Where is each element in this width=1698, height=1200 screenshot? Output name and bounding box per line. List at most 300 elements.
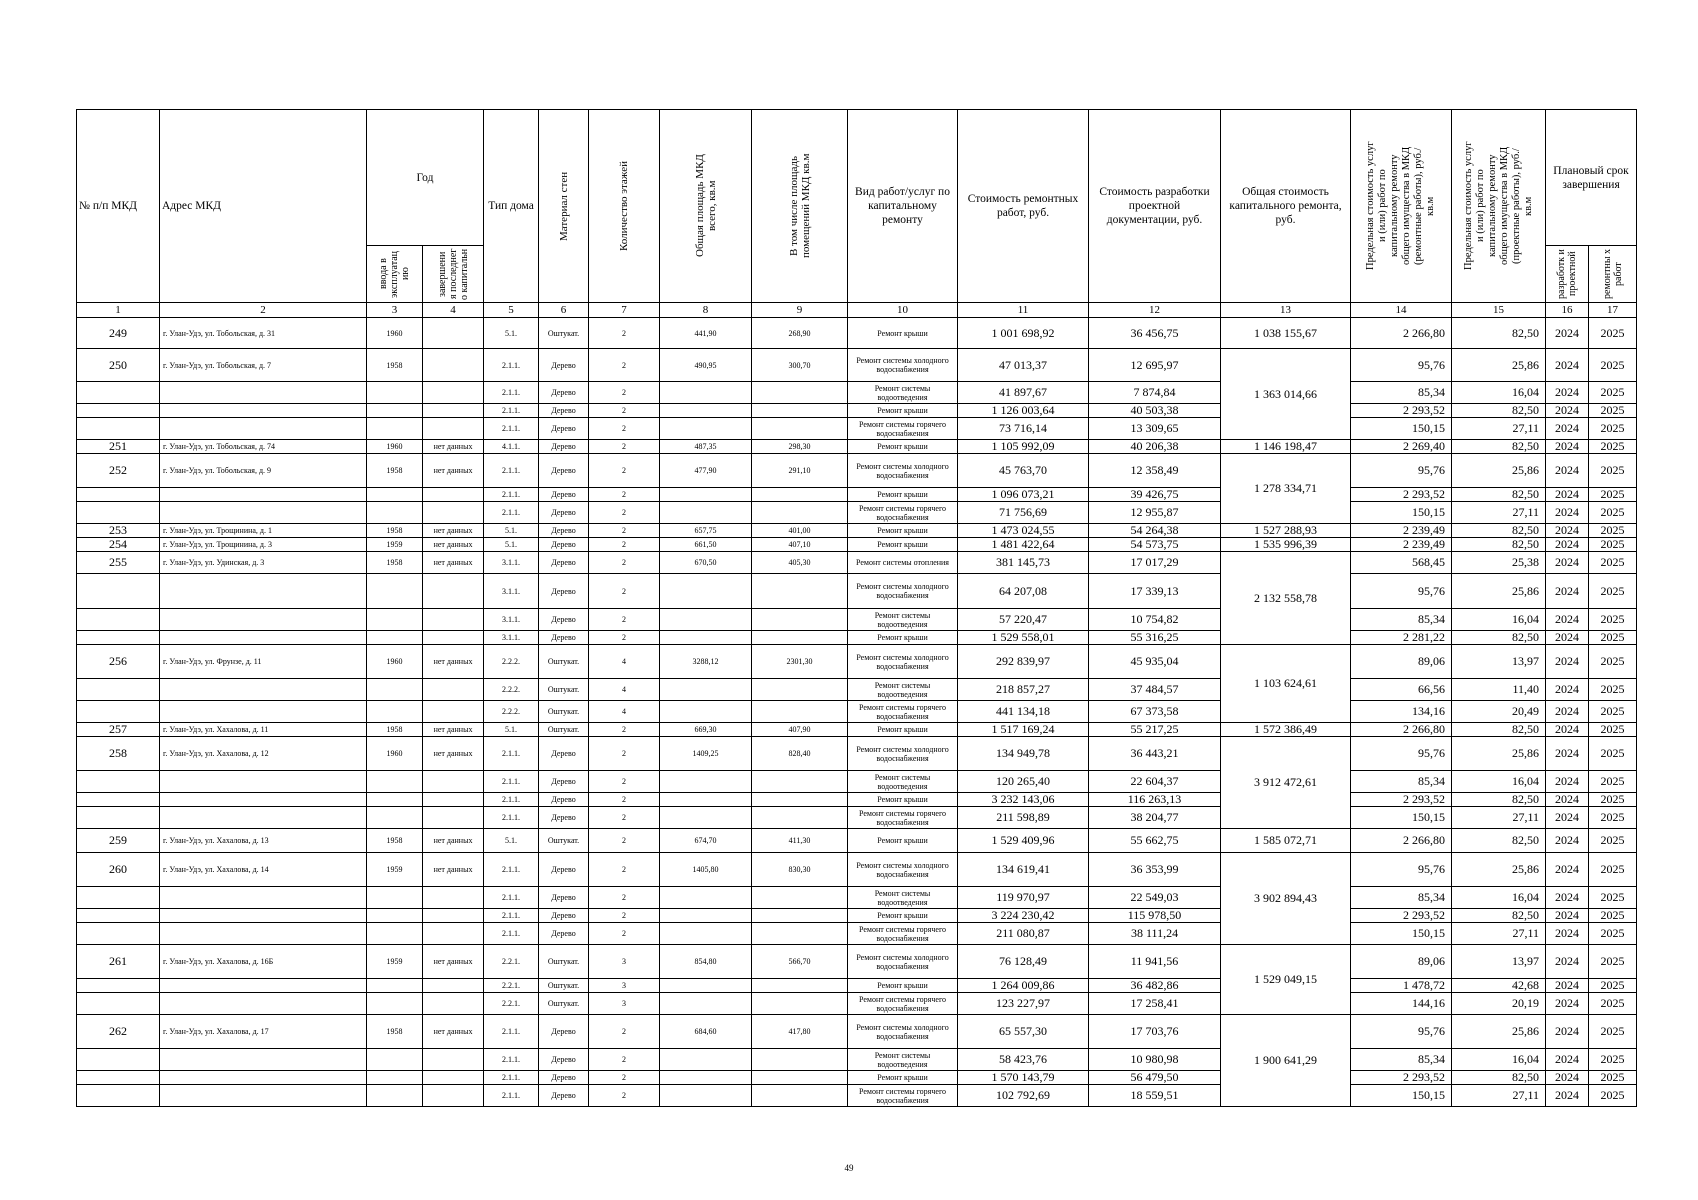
row-premises-area <box>752 404 848 418</box>
row-floors: 2 <box>589 609 660 631</box>
row-design-cost: 37 484,57 <box>1089 679 1221 701</box>
row-address <box>160 793 367 807</box>
row-plan-design: 2024 <box>1546 488 1589 502</box>
row-limit-design: 25,86 <box>1452 349 1546 382</box>
column-number: 4 <box>423 303 484 318</box>
row-year-commission <box>367 1071 423 1085</box>
row-address: г. Улан-Удэ, ул. Тобольская, д. 74 <box>160 440 367 454</box>
row-year-last-repair: нет данных <box>423 723 484 737</box>
row-work-type: Ремонт системы холодного водоснабжения <box>848 645 958 679</box>
row-premises-area <box>752 1049 848 1071</box>
row-plan-design: 2024 <box>1546 1015 1589 1049</box>
row-work-type: Ремонт системы горячего водоснабжения <box>848 701 958 723</box>
row-premises-area <box>752 923 848 945</box>
row-limit-repair: 89,06 <box>1351 645 1452 679</box>
row-work-type: Ремонт системы водоотведения <box>848 1049 958 1071</box>
row-number <box>77 771 160 793</box>
row-floors: 3 <box>589 979 660 993</box>
row-design-cost: 13 309,65 <box>1089 418 1221 440</box>
row-premises-area <box>752 502 848 524</box>
row-plan-design: 2024 <box>1546 631 1589 645</box>
row-plan-repair: 2025 <box>1589 701 1637 723</box>
header-wall-material <box>539 110 589 303</box>
row-wall-material: Оштукат. <box>539 979 589 993</box>
row-total-cost: 1 103 624,61 <box>1221 645 1351 723</box>
row-total-area: 441,90 <box>660 318 752 349</box>
row-floors: 2 <box>589 574 660 609</box>
row-address <box>160 979 367 993</box>
row-plan-repair: 2025 <box>1589 454 1637 488</box>
row-wall-material: Оштукат. <box>539 723 589 737</box>
table-row <box>77 909 1637 923</box>
row-year-last-repair <box>423 1085 484 1107</box>
row-number: 253 <box>77 524 160 538</box>
row-wall-material: Оштукат. <box>539 829 589 853</box>
row-year-last-repair: нет данных <box>423 440 484 454</box>
row-floors: 2 <box>589 454 660 488</box>
row-design-cost: 54 573,75 <box>1089 538 1221 552</box>
row-work-type: Ремонт системы холодного водоснабжения <box>848 737 958 771</box>
row-plan-repair: 2025 <box>1589 1085 1637 1107</box>
row-repair-cost: 76 128,49 <box>958 945 1089 979</box>
row-total-area: 684,60 <box>660 1015 752 1049</box>
row-address <box>160 679 367 701</box>
row-house-type: 2.1.1. <box>484 1015 539 1049</box>
row-year-last-repair <box>423 979 484 993</box>
row-work-type: Ремонт крыши <box>848 909 958 923</box>
row-house-type: 3.1.1. <box>484 631 539 645</box>
row-address: г. Улан-Удэ, ул. Тобольская, д. 7 <box>160 349 367 382</box>
row-year-commission <box>367 979 423 993</box>
row-year-commission: 1958 <box>367 454 423 488</box>
row-wall-material: Дерево <box>539 1015 589 1049</box>
row-floors: 2 <box>589 793 660 807</box>
row-year-last-repair <box>423 1049 484 1071</box>
row-year-last-repair <box>423 771 484 793</box>
row-year-last-repair <box>423 793 484 807</box>
column-number: 16 <box>1546 303 1589 318</box>
row-premises-area <box>752 887 848 909</box>
row-address <box>160 923 367 945</box>
row-work-type: Ремонт крыши <box>848 1071 958 1085</box>
column-number: 7 <box>589 303 660 318</box>
row-plan-design: 2024 <box>1546 552 1589 574</box>
row-plan-repair: 2025 <box>1589 645 1637 679</box>
row-limit-repair: 85,34 <box>1351 1049 1452 1071</box>
row-total-cost: 1 585 072,71 <box>1221 829 1351 853</box>
row-repair-cost: 1 001 698,92 <box>958 318 1089 349</box>
row-plan-repair: 2025 <box>1589 318 1637 349</box>
row-plan-repair: 2025 <box>1589 488 1637 502</box>
row-house-type: 2.1.1. <box>484 909 539 923</box>
row-number: 261 <box>77 945 160 979</box>
row-wall-material: Дерево <box>539 454 589 488</box>
row-premises-area: 411,30 <box>752 829 848 853</box>
row-limit-design: 82,50 <box>1452 829 1546 853</box>
row-limit-repair: 2 266,80 <box>1351 318 1452 349</box>
row-plan-repair: 2025 <box>1589 440 1637 454</box>
header-year-last-repair-text: завершени я последнег о капитальн <box>436 248 470 300</box>
row-limit-design: 20,19 <box>1452 993 1546 1015</box>
row-premises-area <box>752 1071 848 1085</box>
row-year-last-repair <box>423 318 484 349</box>
table-row <box>77 488 1637 502</box>
header-plan-repair-text: ремонтны х работ <box>1601 248 1624 300</box>
row-premises-area: 566,70 <box>752 945 848 979</box>
row-repair-cost: 381 145,73 <box>958 552 1089 574</box>
column-number: 14 <box>1351 303 1452 318</box>
row-number <box>77 807 160 829</box>
row-premises-area: 407,10 <box>752 538 848 552</box>
row-address: г. Улан-Удэ, ул. Хахалова, д. 13 <box>160 829 367 853</box>
row-number <box>77 574 160 609</box>
row-year-last-repair: нет данных <box>423 853 484 887</box>
table-row <box>77 609 1637 631</box>
row-year-last-repair: нет данных <box>423 552 484 574</box>
row-limit-repair: 95,76 <box>1351 574 1452 609</box>
row-limit-design: 82,50 <box>1452 404 1546 418</box>
row-wall-material: Дерево <box>539 488 589 502</box>
row-total-cost: 1 146 198,47 <box>1221 440 1351 454</box>
column-number: 15 <box>1452 303 1546 318</box>
table-row <box>77 945 1637 979</box>
row-floors: 2 <box>589 488 660 502</box>
row-wall-material: Оштукат. <box>539 645 589 679</box>
row-plan-design: 2024 <box>1546 793 1589 807</box>
row-wall-material: Дерево <box>539 1071 589 1085</box>
row-floors: 2 <box>589 404 660 418</box>
row-repair-cost: 120 265,40 <box>958 771 1089 793</box>
row-premises-area: 291,10 <box>752 454 848 488</box>
header-year-last-repair <box>423 246 484 303</box>
row-year-commission <box>367 488 423 502</box>
page-number: 49 <box>844 1163 854 1173</box>
row-total-area: 661,50 <box>660 538 752 552</box>
row-address <box>160 1071 367 1085</box>
row-design-cost: 12 955,87 <box>1089 502 1221 524</box>
row-work-type: Ремонт системы горячего водоснабжения <box>848 807 958 829</box>
row-plan-design: 2024 <box>1546 382 1589 404</box>
row-number: 254 <box>77 538 160 552</box>
row-limit-design: 82,50 <box>1452 318 1546 349</box>
table-row <box>77 454 1637 488</box>
row-design-cost: 12 695,97 <box>1089 349 1221 382</box>
table-row <box>77 1071 1637 1085</box>
row-floors: 2 <box>589 723 660 737</box>
row-plan-design: 2024 <box>1546 645 1589 679</box>
row-year-commission <box>367 609 423 631</box>
row-total-area <box>660 1049 752 1071</box>
header-year-commission <box>367 246 423 303</box>
row-year-last-repair <box>423 404 484 418</box>
row-total-cost: 1 572 386,49 <box>1221 723 1351 737</box>
table-row <box>77 318 1637 349</box>
row-year-commission: 1960 <box>367 440 423 454</box>
row-house-type: 2.1.1. <box>484 488 539 502</box>
row-year-last-repair <box>423 631 484 645</box>
row-house-type: 2.1.1. <box>484 1049 539 1071</box>
row-limit-design: 16,04 <box>1452 887 1546 909</box>
row-address: г. Улан-Удэ, ул. Хахалова, д. 17 <box>160 1015 367 1049</box>
row-house-type: 2.1.1. <box>484 853 539 887</box>
row-wall-material: Дерево <box>539 404 589 418</box>
row-floors: 4 <box>589 679 660 701</box>
row-total-area: 3288,12 <box>660 645 752 679</box>
row-house-type: 2.1.1. <box>484 807 539 829</box>
row-wall-material: Дерево <box>539 552 589 574</box>
row-total-area <box>660 923 752 945</box>
row-limit-repair: 85,34 <box>1351 609 1452 631</box>
row-total-cost: 2 132 558,78 <box>1221 552 1351 645</box>
row-total-cost: 1 900 641,29 <box>1221 1015 1351 1107</box>
row-work-type: Ремонт крыши <box>848 440 958 454</box>
row-floors: 2 <box>589 524 660 538</box>
row-address <box>160 993 367 1015</box>
row-work-type: Ремонт системы водоотведения <box>848 609 958 631</box>
row-work-type: Ремонт системы горячего водоснабжения <box>848 923 958 945</box>
row-number: 256 <box>77 645 160 679</box>
row-floors: 2 <box>589 771 660 793</box>
row-limit-design: 27,11 <box>1452 923 1546 945</box>
row-wall-material: Дерево <box>539 349 589 382</box>
row-repair-cost: 58 423,76 <box>958 1049 1089 1071</box>
row-work-type: Ремонт системы холодного водоснабжения <box>848 349 958 382</box>
row-year-last-repair: нет данных <box>423 538 484 552</box>
row-limit-repair: 95,76 <box>1351 454 1452 488</box>
row-premises-area: 298,30 <box>752 440 848 454</box>
row-plan-design: 2024 <box>1546 909 1589 923</box>
row-number <box>77 979 160 993</box>
row-premises-area: 830,30 <box>752 853 848 887</box>
row-plan-design: 2024 <box>1546 440 1589 454</box>
row-floors: 3 <box>589 945 660 979</box>
row-repair-cost: 441 134,18 <box>958 701 1089 723</box>
row-limit-repair: 85,34 <box>1351 771 1452 793</box>
header-year-commission-text: ввода в эксплуатац ию <box>378 250 411 298</box>
row-house-type: 3.1.1. <box>484 609 539 631</box>
row-plan-repair: 2025 <box>1589 502 1637 524</box>
row-premises-area <box>752 631 848 645</box>
row-total-area <box>660 382 752 404</box>
row-address <box>160 887 367 909</box>
row-house-type: 2.2.1. <box>484 945 539 979</box>
header-number: № п/п МКД <box>77 110 160 303</box>
row-premises-area <box>752 418 848 440</box>
row-repair-cost: 1 473 024,55 <box>958 524 1089 538</box>
row-plan-design: 2024 <box>1546 979 1589 993</box>
row-year-commission: 1958 <box>367 1015 423 1049</box>
row-house-type: 2.1.1. <box>484 793 539 807</box>
row-premises-area <box>752 909 848 923</box>
row-premises-area: 828,40 <box>752 737 848 771</box>
row-design-cost: 17 017,29 <box>1089 552 1221 574</box>
row-floors: 2 <box>589 923 660 945</box>
row-work-type: Ремонт системы водоотведения <box>848 382 958 404</box>
row-limit-design: 82,50 <box>1452 909 1546 923</box>
row-total-cost: 3 902 894,43 <box>1221 853 1351 945</box>
row-number <box>77 382 160 404</box>
row-limit-repair: 2 266,80 <box>1351 723 1452 737</box>
row-year-last-repair <box>423 574 484 609</box>
row-number <box>77 1085 160 1107</box>
row-number: 258 <box>77 737 160 771</box>
row-year-last-repair <box>423 923 484 945</box>
column-number: 8 <box>660 303 752 318</box>
row-premises-area: 405,30 <box>752 552 848 574</box>
row-total-area: 490,95 <box>660 349 752 382</box>
row-repair-cost: 1 517 169,24 <box>958 723 1089 737</box>
row-premises-area: 401,00 <box>752 524 848 538</box>
row-total-area <box>660 574 752 609</box>
row-wall-material: Дерево <box>539 887 589 909</box>
row-premises-area <box>752 609 848 631</box>
header-premises-area-text: В том числе площадь помещений МКД кв.м <box>787 153 812 259</box>
row-wall-material: Оштукат. <box>539 679 589 701</box>
row-wall-material: Дерево <box>539 737 589 771</box>
row-total-area: 657,75 <box>660 524 752 538</box>
column-number: 2 <box>160 303 367 318</box>
header-total-area-text: Общая площадь МКД всего, кв.м <box>693 154 718 258</box>
row-premises-area <box>752 979 848 993</box>
row-limit-design: 16,04 <box>1452 1049 1546 1071</box>
row-plan-design: 2024 <box>1546 454 1589 488</box>
row-work-type: Ремонт крыши <box>848 318 958 349</box>
row-wall-material: Дерево <box>539 793 589 807</box>
row-house-type: 4.1.1. <box>484 440 539 454</box>
row-plan-design: 2024 <box>1546 524 1589 538</box>
row-address <box>160 382 367 404</box>
row-total-area <box>660 609 752 631</box>
table-row <box>77 853 1637 887</box>
row-year-commission <box>367 404 423 418</box>
row-limit-design: 82,50 <box>1452 440 1546 454</box>
row-repair-cost: 47 013,37 <box>958 349 1089 382</box>
row-limit-repair: 2 239,49 <box>1351 538 1452 552</box>
row-year-commission <box>367 993 423 1015</box>
row-year-commission <box>367 807 423 829</box>
row-plan-repair: 2025 <box>1589 945 1637 979</box>
row-year-commission <box>367 701 423 723</box>
row-floors: 2 <box>589 502 660 524</box>
row-plan-repair: 2025 <box>1589 524 1637 538</box>
row-repair-cost: 71 756,69 <box>958 502 1089 524</box>
row-floors: 2 <box>589 1071 660 1085</box>
row-wall-material: Дерево <box>539 418 589 440</box>
row-floors: 2 <box>589 1049 660 1071</box>
row-limit-repair: 89,06 <box>1351 945 1452 979</box>
row-limit-design: 82,50 <box>1452 524 1546 538</box>
row-wall-material: Оштукат. <box>539 993 589 1015</box>
table-row <box>77 993 1637 1015</box>
row-repair-cost: 1 529 409,96 <box>958 829 1089 853</box>
row-total-area <box>660 887 752 909</box>
row-wall-material: Оштукат. <box>539 945 589 979</box>
row-wall-material: Дерево <box>539 771 589 793</box>
row-repair-cost: 134 619,41 <box>958 853 1089 887</box>
row-year-commission <box>367 631 423 645</box>
row-premises-area <box>752 488 848 502</box>
row-house-type: 2.2.1. <box>484 993 539 1015</box>
row-repair-cost: 292 839,97 <box>958 645 1089 679</box>
table-row <box>77 701 1637 723</box>
row-total-area: 670,50 <box>660 552 752 574</box>
header-plan-repair <box>1589 246 1637 303</box>
row-number: 260 <box>77 853 160 887</box>
row-work-type: Ремонт крыши <box>848 979 958 993</box>
row-address <box>160 631 367 645</box>
row-design-cost: 36 482,86 <box>1089 979 1221 993</box>
row-repair-cost: 64 207,08 <box>958 574 1089 609</box>
row-address: г. Улан-Удэ, ул. Хахалова, д. 12 <box>160 737 367 771</box>
row-design-cost: 18 559,51 <box>1089 1085 1221 1107</box>
row-total-area: 1405,80 <box>660 853 752 887</box>
row-plan-design: 2024 <box>1546 945 1589 979</box>
row-number <box>77 923 160 945</box>
row-floors: 2 <box>589 538 660 552</box>
row-premises-area: 300,70 <box>752 349 848 382</box>
row-work-type: Ремонт крыши <box>848 631 958 645</box>
row-year-commission: 1960 <box>367 645 423 679</box>
row-year-commission: 1958 <box>367 524 423 538</box>
table-row <box>77 631 1637 645</box>
row-design-cost: 67 373,58 <box>1089 701 1221 723</box>
row-limit-repair: 150,15 <box>1351 1085 1452 1107</box>
row-plan-design: 2024 <box>1546 609 1589 631</box>
row-year-last-repair <box>423 1071 484 1085</box>
row-total-area <box>660 418 752 440</box>
row-address <box>160 502 367 524</box>
row-house-type: 5.1. <box>484 318 539 349</box>
row-number <box>77 909 160 923</box>
row-house-type: 5.1. <box>484 524 539 538</box>
row-design-cost: 12 358,49 <box>1089 454 1221 488</box>
row-work-type: Ремонт системы холодного водоснабжения <box>848 1015 958 1049</box>
row-plan-design: 2024 <box>1546 1071 1589 1085</box>
row-total-area: 674,70 <box>660 829 752 853</box>
row-limit-design: 25,86 <box>1452 853 1546 887</box>
row-design-cost: 38 111,24 <box>1089 923 1221 945</box>
row-year-last-repair <box>423 679 484 701</box>
row-number: 255 <box>77 552 160 574</box>
row-total-area: 487,35 <box>660 440 752 454</box>
row-number <box>77 993 160 1015</box>
row-total-cost: 3 912 472,61 <box>1221 737 1351 829</box>
row-plan-repair: 2025 <box>1589 404 1637 418</box>
row-total-area <box>660 701 752 723</box>
row-plan-design: 2024 <box>1546 349 1589 382</box>
row-plan-repair: 2025 <box>1589 538 1637 552</box>
row-floors: 2 <box>589 1015 660 1049</box>
header-limit-design <box>1452 110 1546 303</box>
row-repair-cost: 65 557,30 <box>958 1015 1089 1049</box>
row-address: г. Улан-Удэ, ул. Хахалова, д. 11 <box>160 723 367 737</box>
row-premises-area <box>752 807 848 829</box>
row-total-cost: 1 038 155,67 <box>1221 318 1351 349</box>
row-wall-material: Дерево <box>539 609 589 631</box>
row-design-cost: 38 204,77 <box>1089 807 1221 829</box>
row-repair-cost: 119 970,97 <box>958 887 1089 909</box>
row-limit-repair: 144,16 <box>1351 993 1452 1015</box>
header-repair-cost: Стоимость ремонтных работ, руб. <box>958 110 1089 303</box>
column-number: 13 <box>1221 303 1351 318</box>
row-repair-cost: 1 264 009,86 <box>958 979 1089 993</box>
column-number: 3 <box>367 303 423 318</box>
row-year-commission <box>367 502 423 524</box>
row-limit-design: 16,04 <box>1452 609 1546 631</box>
row-floors: 2 <box>589 887 660 909</box>
row-design-cost: 11 941,56 <box>1089 945 1221 979</box>
row-total-area <box>660 404 752 418</box>
